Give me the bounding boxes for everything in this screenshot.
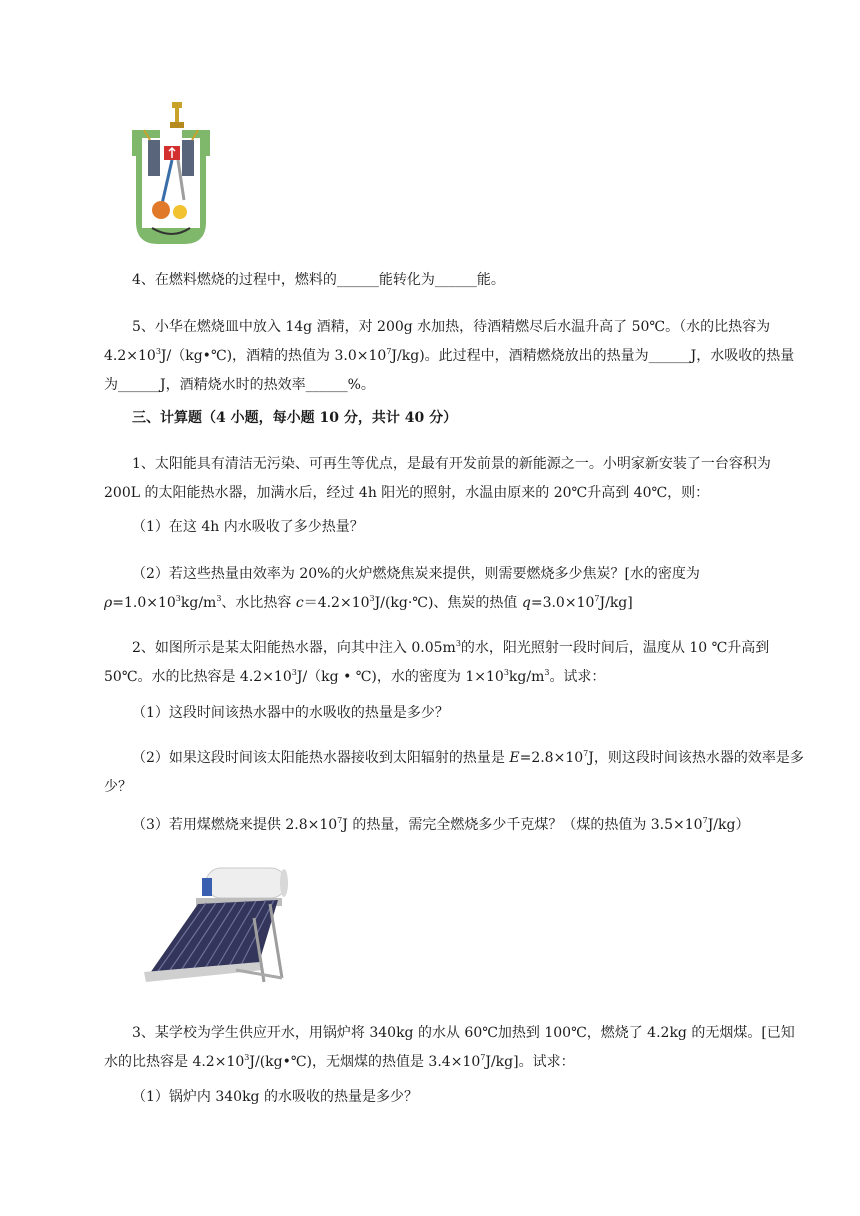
engine-diagram	[128, 100, 214, 246]
calc-question-3: 3、某学校为学生供应开水，用锅炉将 340kg 的水从 60℃加热到 100℃，燃烧了 4.2kg 的无烟煤。[已知水的比热容是 $4.2\times 10^3J/(kg•℃)$，无烟煤的热值是 $3.4\times 10^7J/kg$]。试求：	[104, 1025, 795, 1070]
calc-3-sub-1: （1）锅炉内 340kg 的水吸收的热量是多少？	[132, 1089, 418, 1105]
calc-question-2: 2、如图所示是某太阳能热水器，向其中注入 $0.05m^3$的水，阳光照射一段时间后，温度从 10 ℃升高到 50℃。水的比热容是 $4.2\times 10^3J/(kg$ • ℃)，水的密度为 $1\times 10^3kg/m^3$。试求：	[104, 639, 770, 685]
calc-2-sub-3: （3）若用煤燃烧来提供 $2.8\times 10^7J$ 的热量，需完全燃烧多少千克煤？（煤的热值为 $3.5\times 10^7J/kg$）	[132, 816, 750, 833]
question-4: 4、在燃料燃烧的过程中，燃料的______能转化为______能。	[132, 272, 505, 288]
question-5: 5、小华在燃烧皿中放入 14g 酒精，对 200g 水加热，待酒精燃尽后水温升高了 50℃。（水的比热容为 $4.2\times 10^3J/(kg•℃)$，酒精的热值为 $3.0\times 10^7J/kg$)。此过程中，酒精燃烧放出的热量为______J，水吸收的热量为______J，酒精烧水时的热效率______%。	[104, 319, 795, 393]
solar-water-heater-image	[136, 858, 288, 992]
calc-2-sub-1: （1）这段时间该热水器中的水吸收的热量是多少？	[132, 705, 449, 721]
calc-question-1: 1、太阳能具有清洁无污染、可再生等优点，是最有开发前景的新能源之一。小明家新安装了一台容积为 200L 的太阳能热水器，加满水后，经过 4h 阳光的照射，水温由原来的 20℃升高到 40℃，则：	[104, 456, 771, 501]
section-3-title: 三、计算题（4 小题，每小题 10 分，共计 40 分）	[132, 410, 458, 426]
calc-1-sub-1: （1）在这 4h 内水吸收了多少热量？	[132, 519, 364, 535]
calc-2-sub-2: （2）如果这段时间该太阳能热水器接收到太阳辐射的热量是 $E=2.8\times 10^7J$，则这段时间该热水器的效率是多少？	[104, 749, 804, 795]
calc-1-sub-2: （2）若这些热量由效率为 20%的火炉燃烧焦炭来提供，则需要燃烧多少焦炭？[水的密度为 $\rho=1.0\times 10^3kg/m^3$、水比热容 $c=4.2\times 10^3J/(kg\cdot℃)$、焦炭的热值 $q=3.0\times 10^7J/kg$]	[104, 566, 700, 611]
